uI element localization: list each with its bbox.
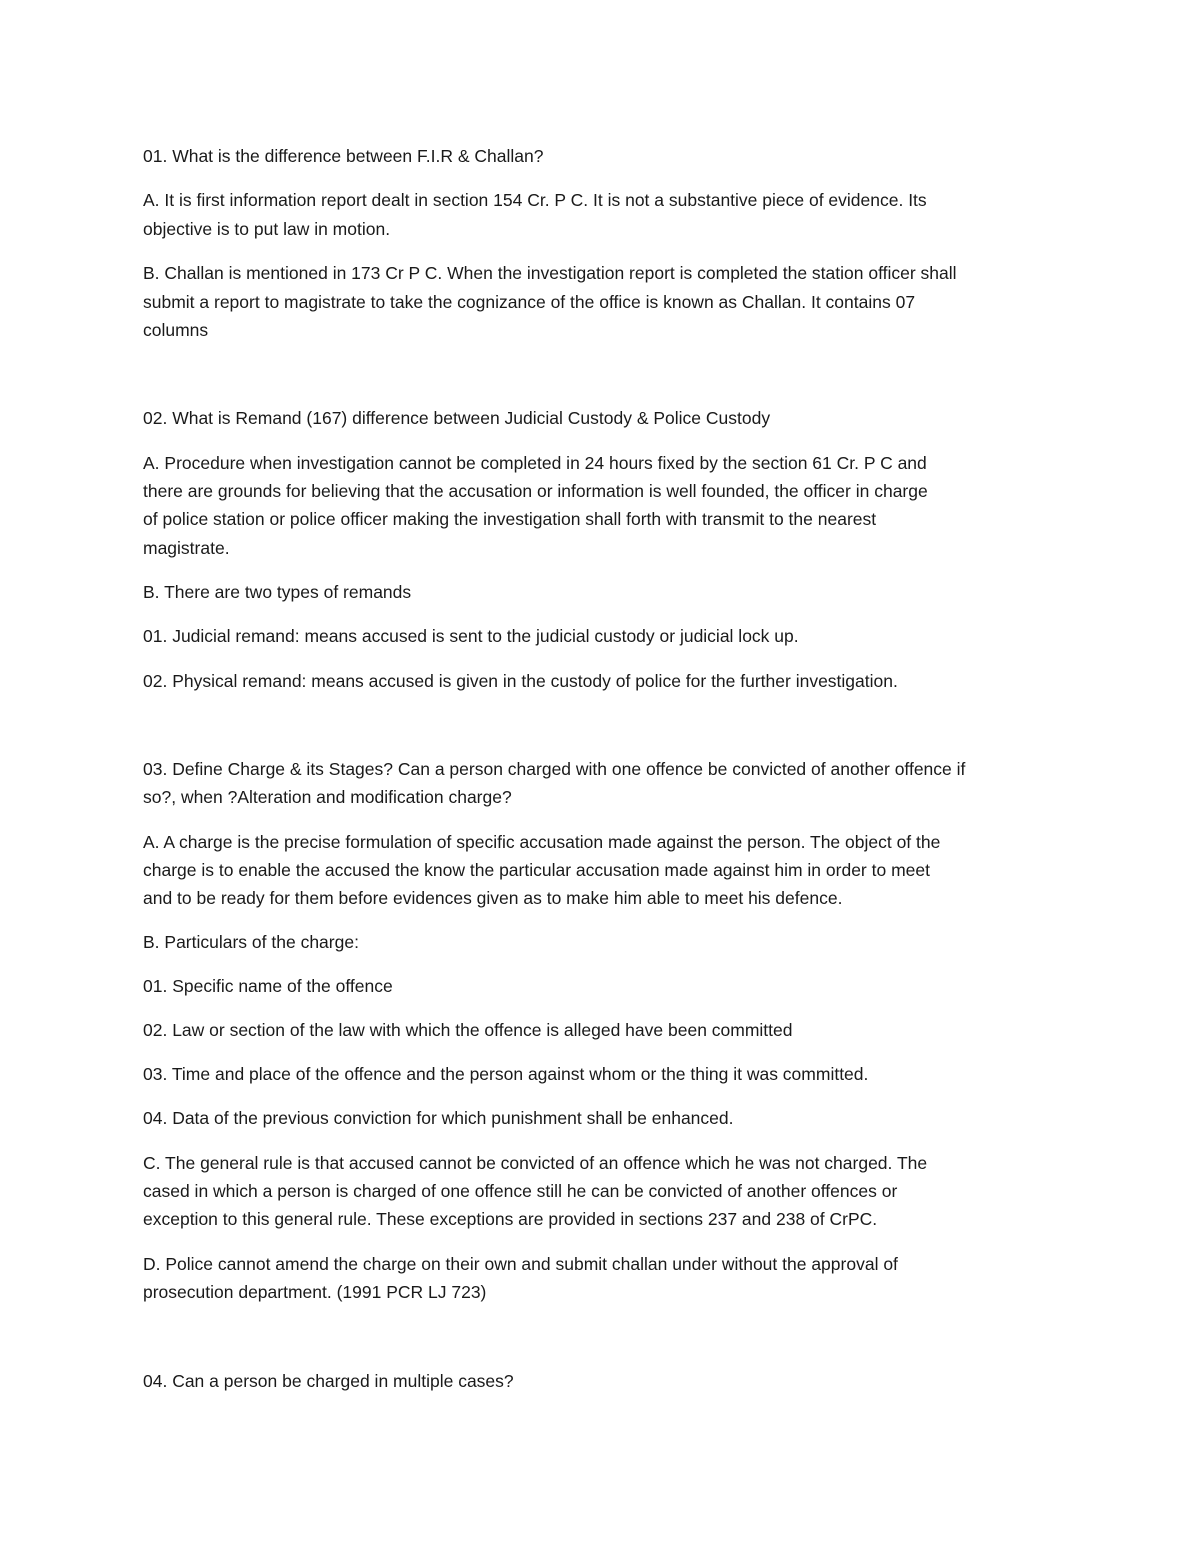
q3-list-item-2: 02. Law or section of the law with which the offence is alleged have been committed [143,1020,793,1040]
q1-answer-b-line-2: submit a report to magistrate to take the cognizance of the office is known as Challan. It contains 07 [143,292,916,312]
q2-list-item-2: 02. Physical remand: means accused is given in the custody of police for the further investigation. [143,671,898,691]
q1-answer-a-line-1: A. It is first information report dealt in section 154 Cr. P C. It is not a substantive piece of evidence. Its [143,190,927,210]
q3-list-item-1: 01. Specific name of the offence [143,976,393,996]
q1-answer-a-line-2: objective is to put law in motion. [143,219,391,239]
q4-question: 04. Can a person be charged in multiple cases? [143,1371,514,1391]
q2-answer-a-line-4: magistrate. [143,538,230,558]
q1-answer-b-line-3: columns [143,320,209,340]
q3-answer-c-line-3: exception to this general rule. These exceptions are provided in sections 237 and 238 of CrPC. [143,1209,878,1229]
q2-question: 02. What is Remand (167) difference between Judicial Custody & Police Custody [143,408,771,428]
q2-list-item-1: 01. Judicial remand: means accused is sent to the judicial custody or judicial lock up. [143,626,799,646]
q3-answer-a-line-1: A. A charge is the precise formulation of specific accusation made against the person. The object of the [143,832,941,852]
q3-answer-a-line-3: and to be ready for them before evidences given as to make him able to meet his defence. [143,888,843,908]
q1-question: 01. What is the difference between F.I.R & Challan? [143,146,544,166]
q3-answer-d-line-2: prosecution department. (1991 PCR LJ 723) [143,1282,487,1302]
q3-list-item-4: 04. Data of the previous conviction for which punishment shall be enhanced. [143,1108,734,1128]
q3-answer-d-line-1: D. Police cannot amend the charge on their own and submit challan under without the approval of [143,1254,898,1274]
q2-answer-b: B. There are two types of remands [143,582,412,602]
q2-answer-a-line-1: A. Procedure when investigation cannot be completed in 24 hours fixed by the section 61 Cr. P C and [143,453,927,473]
q3-question-line-2: so?, when ?Alteration and modification charge? [143,787,512,807]
q2-answer-a-line-2: there are grounds for believing that the accusation or information is well founded, the officer in charge [143,481,928,501]
q3-answer-c-line-1: C. The general rule is that accused cannot be convicted of an offence which he was not charged. The [143,1153,928,1173]
q3-question-line-1: 03. Define Charge & its Stages? Can a person charged with one offence be convicted of another offence if [143,759,966,779]
q3-answer-b: B. Particulars of the charge: [143,932,359,952]
q3-list-item-3: 03. Time and place of the offence and the person against whom or the thing it was committed. [143,1064,869,1084]
q3-answer-a-line-2: charge is to enable the accused the know the particular accusation made against him in order to meet [143,860,930,880]
q2-answer-a-line-3: of police station or police officer making the investigation shall forth with transmit to the nearest [143,509,877,529]
q1-answer-b-line-1: B. Challan is mentioned in 173 Cr P C. When the investigation report is completed the station officer shall [143,263,957,283]
q3-answer-c-line-2: cased in which a person is charged of one offence still he can be convicted of another offences or [143,1181,898,1201]
